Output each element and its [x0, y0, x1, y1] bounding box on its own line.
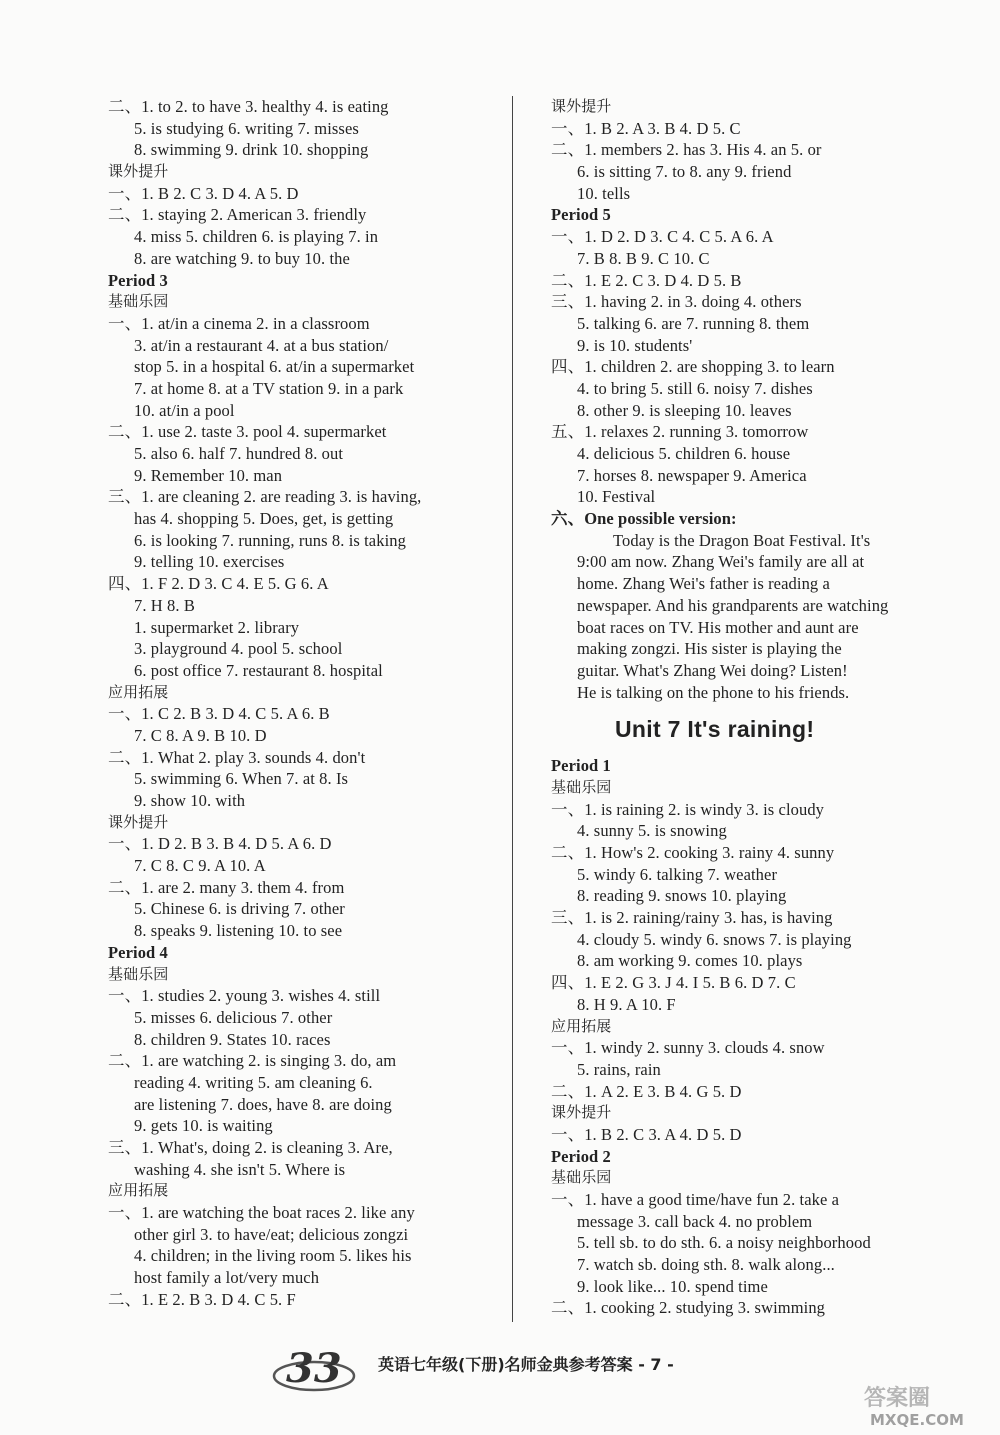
column-divider — [512, 96, 513, 1322]
left-column-line: 7. C 8. A 9. B 10. D — [134, 725, 267, 745]
right-column-after-line: 7. watch sb. doing sth. 8. walk along... — [577, 1255, 835, 1275]
right-column-line: making zongzi. His sister is playing the — [577, 639, 842, 659]
right-column-after-line: 4. sunny 5. is snowing — [577, 821, 727, 841]
left-column-line: 基础乐园 — [108, 292, 169, 311]
right-column-after-line: 8. H 9. A 10. F — [577, 994, 676, 1014]
left-column-line: Period 3 — [108, 270, 168, 290]
right-column-line: 10. Festival — [577, 487, 656, 507]
left-column-line: 一、1. studies 2. young 3. wishes 4. still — [108, 986, 381, 1006]
left-column-line: 应用拓展 — [108, 682, 169, 701]
right-column-after-line: 一、1. B 2. C 3. A 4. D 5. D — [551, 1124, 742, 1144]
left-column-line: 应用拓展 — [108, 1181, 169, 1200]
right-column-line: He is talking on the phone to his friends. — [577, 682, 850, 702]
left-column-line: 7. C 8. C 9. A 10. A — [134, 856, 266, 876]
left-column-line: 8. swimming 9. drink 10. shopping — [134, 140, 369, 160]
left-column-line: 三、1. What's, doing 2. is cleaning 3. Are, — [108, 1138, 393, 1157]
right-column-after-line: 一、1. is raining 2. is windy 3. is cloudy — [551, 799, 825, 819]
right-column-part-a — [551, 96, 921, 703]
right-column-line: guitar. What's Zhang Wei doing? Listen! — [577, 660, 848, 680]
left-column-line: washing 4. she isn't 5. Where is — [134, 1159, 346, 1179]
left-column-line: 5. swimming 6. When 7. at 8. Is — [134, 769, 349, 789]
right-column-line: 二、1. members 2. has 3. His 4. an 5. or — [551, 140, 822, 160]
left-column-line: stop 5. in a hospital 6. at/in a supermarket — [134, 357, 415, 377]
right-column-after-line: 二、1. How's 2. cooking 3. rainy 4. sunny — [551, 843, 835, 862]
right-column-after-line: 一、1. windy 2. sunny 3. clouds 4. snow — [551, 1038, 825, 1058]
watermark — [844, 1383, 994, 1429]
left-column-line: 二、1. E 2. B 3. D 4. C 5. F — [108, 1289, 296, 1309]
right-column-line: 课外提升 — [551, 97, 612, 115]
right-column-after-line: Period 2 — [551, 1146, 611, 1166]
watermark-logo-icon — [844, 1383, 994, 1429]
footer-page-label: 英语七年级(下册)名师金典参考答案 - 7 - — [378, 1355, 674, 1374]
right-column-after-line: 5. rains, rain — [577, 1059, 661, 1079]
right-column-after-line: 三、1. is 2. raining/rainy 3. has, is having — [551, 908, 833, 928]
left-column-line: 8. children 9. States 10. races — [134, 1029, 331, 1049]
left-column-line: 二、1. use 2. taste 3. pool 4. supermarket — [108, 422, 387, 442]
left-column-line: 3. playground 4. pool 5. school — [134, 639, 343, 659]
left-column-line: 一、1. at/in a cinema 2. in a classroom — [108, 313, 370, 333]
left-column-line: 三、1. are cleaning 2. are reading 3. is having, — [108, 487, 422, 507]
right-column-line: 4. to bring 5. still 6. noisy 7. dishes — [577, 378, 813, 398]
left-column-line: 二、1. to 2. to have 3. healthy 4. is eating — [108, 97, 389, 116]
left-column-line: 一、1. D 2. B 3. B 4. D 5. A 6. D — [108, 834, 332, 854]
right-column-line: 10. tells — [577, 183, 631, 203]
left-column-line: 9. Remember 10. man — [134, 465, 283, 485]
left-column — [108, 96, 500, 1311]
unit-title: Unit 7 It's raining! — [615, 716, 815, 743]
right-column-line: 三、1. having 2. in 3. doing 4. others — [551, 292, 802, 312]
right-column-after-line: 二、1. cooking 2. studying 3. swimming — [551, 1298, 826, 1318]
left-column-line: 基础乐园 — [108, 964, 169, 983]
right-column-line: 7. horses 8. newspaper 9. America — [577, 465, 807, 485]
left-column-line: host family a lot/very much — [134, 1268, 320, 1288]
right-column-line: 六、One possible version: — [551, 509, 737, 529]
left-column-line: 9. gets 10. is waiting — [134, 1116, 273, 1136]
right-column-line: 一、1. B 2. A 3. B 4. D 5. C — [551, 118, 741, 138]
right-column-line: boat races on TV. His mother and aunt are — [577, 617, 859, 637]
left-column-line: 二、1. are 2. many 3. them 4. from — [108, 877, 345, 897]
watermark-top-text: 答案圈 — [864, 1386, 931, 1411]
left-column-line: 5. Chinese 6. is driving 7. other — [134, 899, 345, 919]
left-column-line: 4. miss 5. children 6. is playing 7. in — [134, 227, 379, 247]
left-column-line: 5. misses 6. delicious 7. other — [134, 1007, 333, 1027]
left-column-line: 二、1. What 2. play 3. sounds 4. don't — [108, 747, 366, 767]
left-column-line: 7. H 8. B — [134, 595, 195, 615]
right-column-after-line: message 3. call back 4. no problem — [577, 1211, 813, 1231]
left-column-line: 3. at/in a restaurant 4. at a bus station/ — [134, 335, 389, 355]
right-column-line: 8. other 9. is sleeping 10. leaves — [577, 400, 792, 420]
right-column-line: 一、1. D 2. D 3. C 4. C 5. A 6. A — [551, 227, 774, 247]
left-column-line: 9. telling 10. exercises — [134, 552, 285, 572]
right-column-after-line: 基础乐园 — [551, 1168, 612, 1187]
right-column-after-line: 基础乐园 — [551, 777, 612, 796]
left-column-line: are listening 7. does, have 8. are doing — [134, 1094, 392, 1114]
left-column-line: 课外提升 — [108, 812, 169, 831]
right-column-line: 四、1. children 2. are shopping 3. to learn — [551, 357, 835, 377]
right-column-after-line: Period 1 — [551, 756, 611, 776]
left-column-line: 8. are watching 9. to buy 10. the — [134, 248, 350, 268]
left-column-line: 四、1. F 2. D 3. C 4. E 5. G 6. A — [108, 574, 329, 594]
right-column-line: Period 5 — [551, 205, 611, 225]
left-column-line: 课外提升 — [108, 162, 169, 181]
right-column-line: 5. talking 6. are 7. running 8. them — [577, 313, 810, 333]
right-column-after-line: 课外提升 — [551, 1103, 612, 1122]
right-column-after-line: 5. tell sb. to do sth. 6. a noisy neighborhood — [577, 1233, 871, 1253]
left-column-line: 二、1. staying 2. American 3. friendly — [108, 205, 367, 225]
svg-text:33: 33 — [286, 1345, 342, 1392]
left-column-line: 5. is studying 6. writing 7. misses — [134, 118, 359, 138]
right-column-line: 7. B 8. B 9. C 10. C — [577, 248, 710, 268]
left-column-line: other girl 3. to have/eat; delicious zongzi — [134, 1224, 409, 1244]
right-column-after-line: 9. look like... 10. spend time — [577, 1276, 768, 1296]
left-column-line: reading 4. writing 5. am cleaning 6. — [134, 1072, 373, 1092]
right-column-after-line: 应用拓展 — [551, 1016, 612, 1035]
right-column-after-line: 4. cloudy 5. windy 6. snows 7. is playing — [577, 929, 852, 949]
left-column-line: 4. children; in the living room 5. likes his — [134, 1246, 412, 1266]
right-column-after-line: 一、1. have a good time/have fun 2. take a — [551, 1190, 840, 1209]
right-column-line: home. Zhang Wei's father is reading a — [577, 574, 830, 594]
right-column-after-line: 8. am working 9. comes 10. plays — [577, 951, 803, 971]
right-column-line: 6. is sitting 7. to 8. any 9. friend — [577, 162, 792, 182]
left-column-line: 6. post office 7. restaurant 8. hospital — [134, 660, 383, 680]
left-column-line: 一、1. C 2. B 3. D 4. C 5. A 6. B — [108, 704, 330, 724]
left-column-line: 二、1. are watching 2. is singing 3. do, am — [108, 1051, 397, 1071]
right-column-line: 五、1. relaxes 2. running 3. tomorrow — [551, 422, 809, 442]
right-column — [551, 96, 921, 1319]
left-column-line: has 4. shopping 5. Does, get, is getting — [134, 509, 394, 529]
right-column-after-line: 5. windy 6. talking 7. weather — [577, 864, 778, 884]
right-column-after-line: 二、1. A 2. E 3. B 4. G 5. D — [551, 1081, 742, 1101]
right-column-after-line: 8. reading 9. snows 10. playing — [577, 886, 787, 906]
left-column-line: 8. speaks 9. listening 10. to see — [134, 921, 343, 941]
right-column-line: 4. delicious 5. children 6. house — [577, 444, 791, 463]
left-column-line: 9. show 10. with — [134, 791, 246, 810]
right-column-line: newspaper. And his grandparents are watching — [577, 595, 889, 615]
page-footer — [270, 1338, 930, 1398]
left-column-line: 一、1. B 2. C 3. D 4. A 5. D — [108, 183, 299, 203]
logo-33-icon — [270, 1338, 360, 1396]
right-column-after-line: 四、1. E 2. G 3. J 4. I 5. B 6. D 7. C — [551, 973, 796, 993]
left-column-line: 6. is looking 7. running, runs 8. is taking — [134, 530, 406, 550]
left-column-line: Period 4 — [108, 942, 168, 962]
left-column-line: 一、1. are watching the boat races 2. like any — [108, 1203, 415, 1223]
right-column-line: 9:00 am now. Zhang Wei's family are all at — [577, 552, 865, 572]
left-column-line: 1. supermarket 2. library — [134, 617, 300, 637]
right-column-part-b — [551, 755, 921, 1319]
left-column-line: 10. at/in a pool — [134, 400, 235, 420]
left-column-line: 7. at home 8. at a TV station 9. in a park — [134, 378, 404, 398]
right-column-line: 9. is 10. students' — [577, 335, 693, 355]
right-column-line: Today is the Dragon Boat Festival. It's — [613, 530, 871, 550]
left-column-line: 5. also 6. half 7. hundred 8. out — [134, 444, 344, 463]
watermark-bottom-text: MXQE.COM — [870, 1411, 964, 1429]
right-column-line: 二、1. E 2. C 3. D 4. D 5. B — [551, 270, 742, 290]
